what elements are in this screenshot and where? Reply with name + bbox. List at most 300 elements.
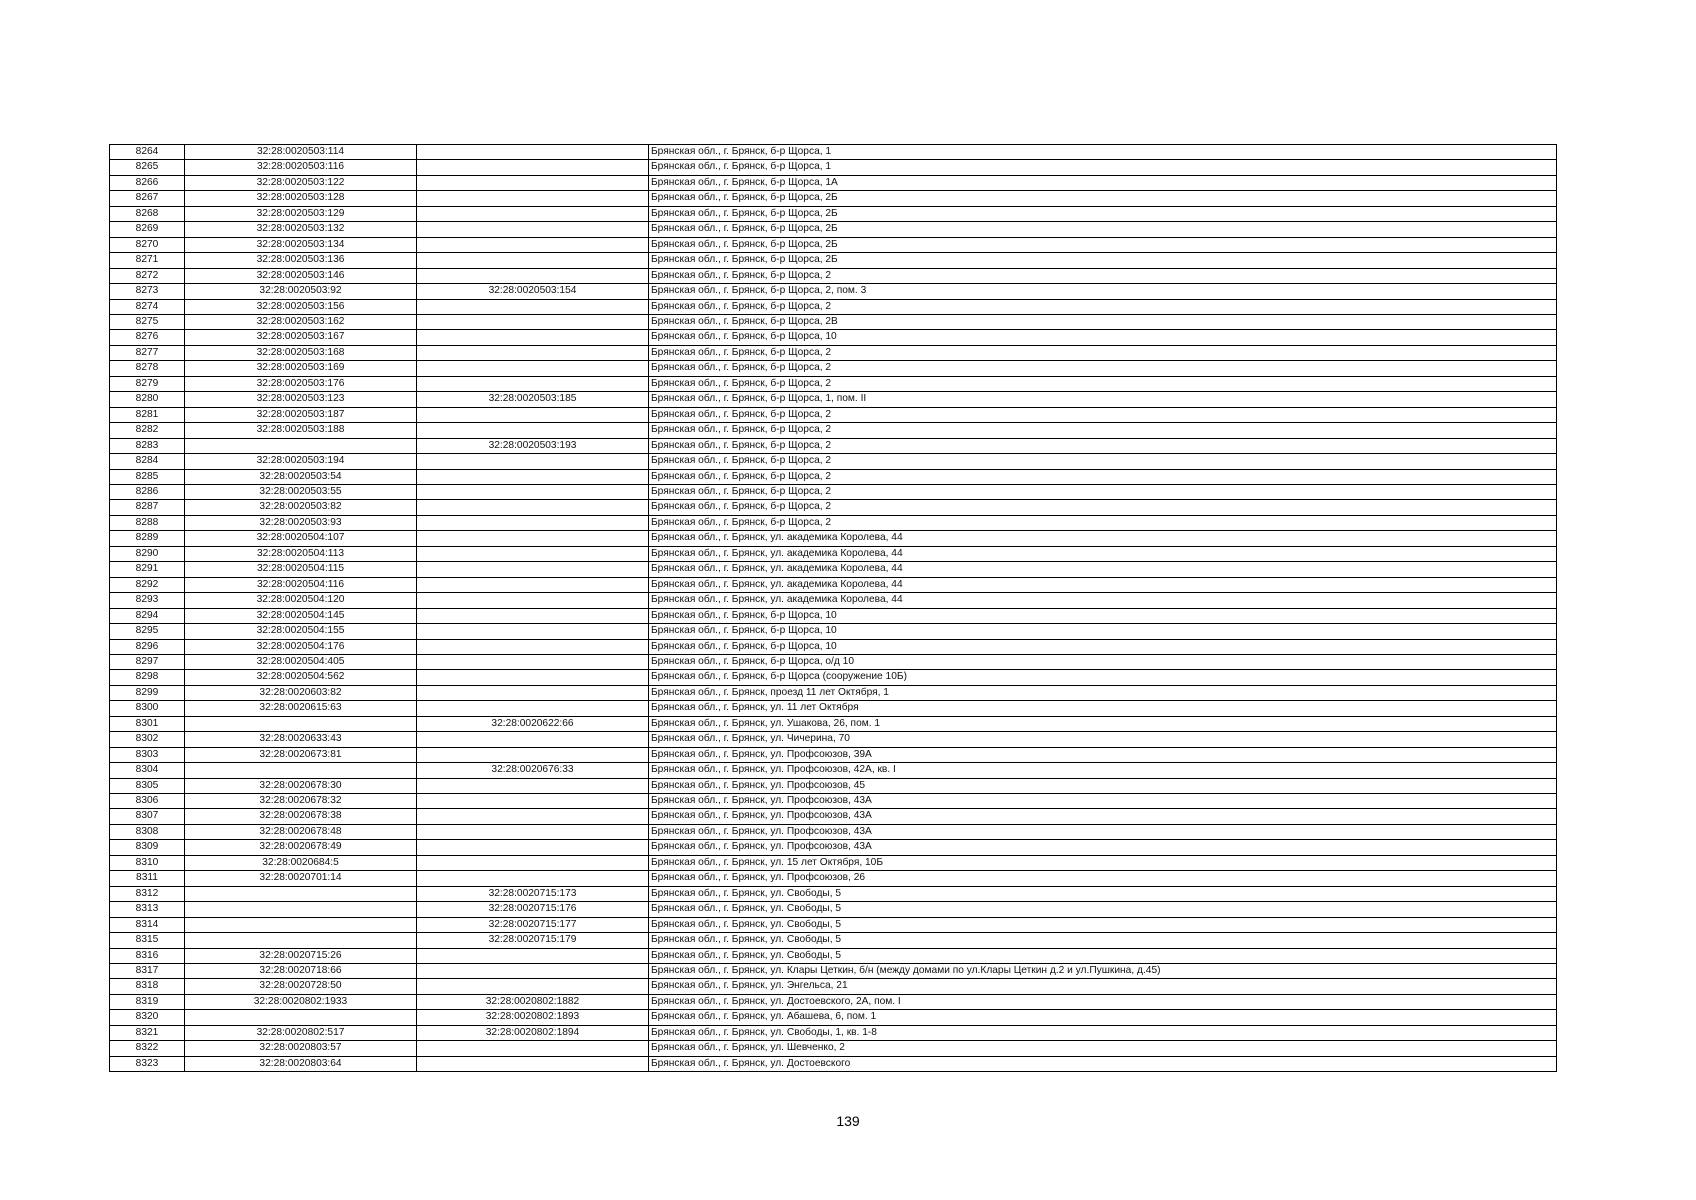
table-row [110,438,1557,453]
table-row [110,222,1557,237]
address-cell: Брянская обл., г. Брянск, б-р Щорса (сооружение 10Б) [649,670,1557,685]
cadastral-number-cell: 32:28:0020504:405 [185,654,417,669]
cadastral-number-cell: 32:28:0020633:43 [185,732,417,747]
address-cell: Брянская обл., г. Брянск, ул. Клары Цеткин, б/н (между домами по ул.Клары Цеткин д.2 и ул.Пушкина, д.45) [649,964,1557,979]
cadastral-number-cell: 32:28:0020503:176 [185,376,417,391]
parent-cadastral-number-cell [417,747,649,762]
parent-cadastral-number-cell [417,191,649,206]
parent-cadastral-number-cell [417,794,649,809]
row-number-cell: 8300 [110,701,185,716]
cadastral-number-cell: 32:28:0020803:57 [185,1041,417,1056]
table-row [110,716,1557,731]
address-cell: Брянская обл., г. Брянск, б-р Щорса, 1, пом. II [649,392,1557,407]
row-number-cell: 8292 [110,577,185,592]
address-cell: Брянская обл., г. Брянск, б-р Щорса, 2 [649,454,1557,469]
row-number-cell: 8284 [110,454,185,469]
cadastral-number-cell: 32:28:0020503:146 [185,268,417,283]
registry-sheet [109,144,1556,1072]
cadastral-number-cell: 32:28:0020503:114 [185,145,417,160]
row-number-cell: 8302 [110,732,185,747]
table-row [110,253,1557,268]
address-cell: Брянская обл., г. Брянск, б-р Щорса, 2Б [649,191,1557,206]
address-cell: Брянская обл., г. Брянск, ул. Свободы, 5 [649,886,1557,901]
table-row [110,1056,1557,1071]
cadastral-number-cell: 32:28:0020504:113 [185,546,417,561]
cadastral-number-cell: 32:28:0020504:155 [185,624,417,639]
table-row [110,191,1557,206]
row-number-cell: 8303 [110,747,185,762]
table-row [110,145,1557,160]
parent-cadastral-number-cell: 32:28:0020802:1893 [417,1010,649,1025]
table-row [110,175,1557,190]
table-row [110,376,1557,391]
address-cell: Брянская обл., г. Брянск, б-р Щорса, 2 [649,268,1557,283]
row-number-cell: 8314 [110,917,185,932]
cadastral-number-cell: 32:28:0020503:134 [185,237,417,252]
row-number-cell: 8273 [110,284,185,299]
address-cell: Брянская обл., г. Брянск, ул. академика Королева, 44 [649,546,1557,561]
address-cell: Брянская обл., г. Брянск, ул. Свободы, 1, кв. 1-8 [649,1025,1557,1040]
row-number-cell: 8265 [110,160,185,175]
table-row [110,639,1557,654]
parent-cadastral-number-cell: 32:28:0020622:66 [417,716,649,731]
table-row [110,562,1557,577]
address-cell: Брянская обл., г. Брянск, ул. Профсоюзов, 43А [649,824,1557,839]
row-number-cell: 8309 [110,840,185,855]
cadastral-number-cell: 32:28:0020503:129 [185,206,417,221]
table-row [110,608,1557,623]
parent-cadastral-number-cell [417,145,649,160]
row-number-cell: 8285 [110,469,185,484]
cadastral-number-cell: 32:28:0020701:14 [185,871,417,886]
parent-cadastral-number-cell [417,407,649,422]
address-cell: Брянская обл., г. Брянск, б-р Щорса, 2Б [649,206,1557,221]
address-cell: Брянская обл., г. Брянск, ул. Энгельса, 21 [649,979,1557,994]
address-cell: Брянская обл., г. Брянск, ул. академика Королева, 44 [649,577,1557,592]
row-number-cell: 8280 [110,392,185,407]
address-cell: Брянская обл., г. Брянск, б-р Щорса, 2 [649,484,1557,499]
row-number-cell: 8272 [110,268,185,283]
table-row [110,237,1557,252]
cadastral-number-cell: 32:28:0020678:30 [185,778,417,793]
address-cell: Брянская обл., г. Брянск, ул. Профсоюзов, 42А, кв. I [649,763,1557,778]
table-row [110,160,1557,175]
parent-cadastral-number-cell [417,624,649,639]
parent-cadastral-number-cell: 32:28:0020503:154 [417,284,649,299]
address-cell: Брянская обл., г. Брянск, ул. Свободы, 5 [649,902,1557,917]
table-row [110,964,1557,979]
cadastral-number-cell: 32:28:0020504:116 [185,577,417,592]
table-row [110,994,1557,1009]
parent-cadastral-number-cell: 32:28:0020503:193 [417,438,649,453]
parent-cadastral-number-cell [417,423,649,438]
parent-cadastral-number-cell [417,964,649,979]
cadastral-number-cell: 32:28:0020715:26 [185,948,417,963]
parent-cadastral-number-cell [417,500,649,515]
parent-cadastral-number-cell [417,871,649,886]
table-row [110,809,1557,824]
row-number-cell: 8269 [110,222,185,237]
address-cell: Брянская обл., г. Брянск, б-р Щорса, 2 [649,438,1557,453]
row-number-cell: 8290 [110,546,185,561]
row-number-cell: 8277 [110,345,185,360]
parent-cadastral-number-cell [417,654,649,669]
row-number-cell: 8311 [110,871,185,886]
parent-cadastral-number-cell [417,1056,649,1071]
cadastral-number-cell: 32:28:0020504:562 [185,670,417,685]
cadastral-number-cell: 32:28:0020802:517 [185,1025,417,1040]
table-row [110,917,1557,932]
cadastral-number-cell [185,716,417,731]
table-row [110,685,1557,700]
table-row [110,794,1557,809]
cadastral-number-cell: 32:28:0020503:136 [185,253,417,268]
table-row [110,330,1557,345]
address-cell: Брянская обл., г. Брянск, б-р Щорса, 2Б [649,237,1557,252]
table-row [110,299,1557,314]
row-number-cell: 8304 [110,763,185,778]
cadastral-number-cell [185,438,417,453]
row-number-cell: 8293 [110,593,185,608]
address-cell: Брянская обл., г. Брянск, б-р Щорса, 2В [649,314,1557,329]
cadastral-number-cell: 32:28:0020503:194 [185,454,417,469]
cadastral-number-cell [185,933,417,948]
address-cell: Брянская обл., г. Брянск, б-р Щорса, 2 [649,299,1557,314]
row-number-cell: 8296 [110,639,185,654]
parent-cadastral-number-cell [417,855,649,870]
table-row [110,654,1557,669]
address-cell: Брянская обл., г. Брянск, б-р Щорса, 10 [649,330,1557,345]
parent-cadastral-number-cell [417,639,649,654]
parent-cadastral-number-cell [417,330,649,345]
table-row [110,577,1557,592]
parent-cadastral-number-cell: 32:28:0020715:179 [417,933,649,948]
table-row [110,593,1557,608]
row-number-cell: 8307 [110,809,185,824]
table-row [110,392,1557,407]
table-row [110,469,1557,484]
cadastral-number-cell: 32:28:0020503:187 [185,407,417,422]
row-number-cell: 8267 [110,191,185,206]
table-row [110,361,1557,376]
row-number-cell: 8291 [110,562,185,577]
cadastral-number-cell: 32:28:0020503:132 [185,222,417,237]
table-row [110,1025,1557,1040]
address-cell: Брянская обл., г. Брянск, б-р Щорса, 2 [649,469,1557,484]
cadastral-number-cell: 32:28:0020503:55 [185,484,417,499]
address-cell: Брянская обл., г. Брянск, б-р Щорса, 1 [649,160,1557,175]
row-number-cell: 8289 [110,531,185,546]
cadastral-number-cell: 32:28:0020504:115 [185,562,417,577]
cadastral-number-cell: 32:28:0020678:49 [185,840,417,855]
cadastral-number-cell: 32:28:0020684:5 [185,855,417,870]
table-row [110,484,1557,499]
row-number-cell: 8264 [110,145,185,160]
row-number-cell: 8297 [110,654,185,669]
address-cell: Брянская обл., г. Брянск, б-р Щорса, 10 [649,624,1557,639]
address-cell: Брянская обл., г. Брянск, б-р Щорса, 1А [649,175,1557,190]
parent-cadastral-number-cell [417,562,649,577]
address-cell: Брянская обл., г. Брянск, б-р Щорса, о/д 10 [649,654,1557,669]
cadastral-number-cell: 32:28:0020504:120 [185,593,417,608]
parent-cadastral-number-cell [417,546,649,561]
table-row [110,902,1557,917]
row-number-cell: 8274 [110,299,185,314]
cadastral-number-cell: 32:28:0020802:1933 [185,994,417,1009]
row-number-cell: 8322 [110,1041,185,1056]
parent-cadastral-number-cell: 32:28:0020715:176 [417,902,649,917]
address-cell: Брянская обл., г. Брянск, б-р Щорса, 10 [649,608,1557,623]
row-number-cell: 8279 [110,376,185,391]
cadastral-number-cell: 32:28:0020503:82 [185,500,417,515]
address-cell: Брянская обл., г. Брянск, ул. Абашева, 6, пом. 1 [649,1010,1557,1025]
cadastral-number-cell: 32:28:0020678:38 [185,809,417,824]
row-number-cell: 8318 [110,979,185,994]
parent-cadastral-number-cell [417,299,649,314]
row-number-cell: 8298 [110,670,185,685]
row-number-cell: 8315 [110,933,185,948]
parent-cadastral-number-cell [417,979,649,994]
cadastral-number-cell: 32:28:0020803:64 [185,1056,417,1071]
address-cell: Брянская обл., г. Брянск, ул. академика Королева, 44 [649,562,1557,577]
address-cell: Брянская обл., г. Брянск, ул. 15 лет Октября, 10Б [649,855,1557,870]
address-cell: Брянская обл., г. Брянск, ул. Шевченко, 2 [649,1041,1557,1056]
table-row [110,531,1557,546]
parent-cadastral-number-cell [417,840,649,855]
parent-cadastral-number-cell: 32:28:0020715:177 [417,917,649,932]
address-cell: Брянская обл., г. Брянск, б-р Щорса, 2Б [649,253,1557,268]
table-row [110,1041,1557,1056]
row-number-cell: 8295 [110,624,185,639]
table-row [110,886,1557,901]
address-cell: Брянская обл., г. Брянск, ул. Достоевского, 2А, пом. I [649,994,1557,1009]
parent-cadastral-number-cell [417,1041,649,1056]
cadastral-number-cell: 32:28:0020603:82 [185,685,417,700]
parent-cadastral-number-cell: 32:28:0020503:185 [417,392,649,407]
table-row [110,454,1557,469]
address-cell: Брянская обл., г. Брянск, ул. 11 лет Октября [649,701,1557,716]
row-number-cell: 8319 [110,994,185,1009]
table-row [110,500,1557,515]
row-number-cell: 8313 [110,902,185,917]
table-row [110,423,1557,438]
table-row [110,933,1557,948]
row-number-cell: 8266 [110,175,185,190]
row-number-cell: 8268 [110,206,185,221]
row-number-cell: 8321 [110,1025,185,1040]
row-number-cell: 8288 [110,515,185,530]
parent-cadastral-number-cell [417,206,649,221]
table-row [110,824,1557,839]
address-cell: Брянская обл., г. Брянск, проезд 11 лет Октября, 1 [649,685,1557,700]
parent-cadastral-number-cell [417,361,649,376]
cadastral-number-cell [185,763,417,778]
row-number-cell: 8308 [110,824,185,839]
row-number-cell: 8275 [110,314,185,329]
address-cell: Брянская обл., г. Брянск, ул. академика Королева, 44 [649,531,1557,546]
row-number-cell: 8270 [110,237,185,252]
row-number-cell: 8312 [110,886,185,901]
parent-cadastral-number-cell [417,345,649,360]
parent-cadastral-number-cell [417,484,649,499]
table-row [110,979,1557,994]
parent-cadastral-number-cell [417,732,649,747]
address-cell: Брянская обл., г. Брянск, б-р Щорса, 10 [649,639,1557,654]
row-number-cell: 8305 [110,778,185,793]
parent-cadastral-number-cell [417,577,649,592]
address-cell: Брянская обл., г. Брянск, б-р Щорса, 2 [649,500,1557,515]
address-cell: Брянская обл., г. Брянск, ул. академика Королева, 44 [649,593,1557,608]
address-cell: Брянская обл., г. Брянск, ул. Профсоюзов, 39А [649,747,1557,762]
table-row [110,855,1557,870]
row-number-cell: 8287 [110,500,185,515]
cadastral-number-cell [185,917,417,932]
parent-cadastral-number-cell [417,469,649,484]
cadastral-number-cell [185,1010,417,1025]
parent-cadastral-number-cell [417,608,649,623]
row-number-cell: 8282 [110,423,185,438]
cadastral-number-cell [185,902,417,917]
address-cell: Брянская обл., г. Брянск, ул. Достоевского [649,1056,1557,1071]
row-number-cell: 8278 [110,361,185,376]
page-number: 139 [836,1113,860,1129]
parent-cadastral-number-cell [417,237,649,252]
table-row [110,948,1557,963]
parent-cadastral-number-cell [417,175,649,190]
address-cell: Брянская обл., г. Брянск, ул. Профсоюзов, 43А [649,794,1557,809]
table-row [110,345,1557,360]
row-number-cell: 8294 [110,608,185,623]
table-row [110,284,1557,299]
property-registry-table [109,144,1557,1072]
cadastral-number-cell: 32:28:0020678:32 [185,794,417,809]
cadastral-number-cell [185,886,417,901]
row-number-cell: 8299 [110,685,185,700]
address-cell: Брянская обл., г. Брянск, ул. Свободы, 5 [649,948,1557,963]
address-cell: Брянская обл., г. Брянск, б-р Щорса, 2 [649,376,1557,391]
parent-cadastral-number-cell [417,376,649,391]
address-cell: Брянская обл., г. Брянск, б-р Щорса, 2 [649,407,1557,422]
address-cell: Брянская обл., г. Брянск, ул. Профсоюзов, 45 [649,778,1557,793]
table-row [110,624,1557,639]
table-row [110,701,1557,716]
row-number-cell: 8276 [110,330,185,345]
table-row [110,546,1557,561]
table-row [110,407,1557,422]
row-number-cell: 8320 [110,1010,185,1025]
address-cell: Брянская обл., г. Брянск, б-р Щорса, 2 [649,361,1557,376]
address-cell: Брянская обл., г. Брянск, б-р Щорса, 2 [649,515,1557,530]
cadastral-number-cell: 32:28:0020503:156 [185,299,417,314]
table-row [110,747,1557,762]
parent-cadastral-number-cell [417,160,649,175]
cadastral-number-cell: 32:28:0020503:128 [185,191,417,206]
address-cell: Брянская обл., г. Брянск, б-р Щорса, 1 [649,145,1557,160]
cadastral-number-cell: 32:28:0020503:169 [185,361,417,376]
parent-cadastral-number-cell [417,948,649,963]
cadastral-number-cell: 32:28:0020503:188 [185,423,417,438]
cadastral-number-cell: 32:28:0020678:48 [185,824,417,839]
registry-body [110,145,1557,1072]
table-row [110,314,1557,329]
cadastral-number-cell: 32:28:0020504:145 [185,608,417,623]
row-number-cell: 8310 [110,855,185,870]
parent-cadastral-number-cell [417,314,649,329]
address-cell: Брянская обл., г. Брянск, ул. Чичерина, 70 [649,732,1557,747]
table-row [110,515,1557,530]
row-number-cell: 8301 [110,716,185,731]
parent-cadastral-number-cell [417,701,649,716]
cadastral-number-cell: 32:28:0020503:92 [185,284,417,299]
parent-cadastral-number-cell [417,670,649,685]
cadastral-number-cell: 32:28:0020615:63 [185,701,417,716]
parent-cadastral-number-cell [417,268,649,283]
parent-cadastral-number-cell: 32:28:0020676:33 [417,763,649,778]
parent-cadastral-number-cell [417,778,649,793]
table-row [110,1010,1557,1025]
parent-cadastral-number-cell [417,809,649,824]
cadastral-number-cell: 32:28:0020503:123 [185,392,417,407]
parent-cadastral-number-cell [417,685,649,700]
table-row [110,840,1557,855]
address-cell: Брянская обл., г. Брянск, б-р Щорса, 2Б [649,222,1557,237]
address-cell: Брянская обл., г. Брянск, ул. Свободы, 5 [649,933,1557,948]
address-cell: Брянская обл., г. Брянск, ул. Профсоюзов, 43А [649,840,1557,855]
cadastral-number-cell: 32:28:0020503:168 [185,345,417,360]
table-row [110,871,1557,886]
cadastral-number-cell: 32:28:0020718:66 [185,964,417,979]
row-number-cell: 8281 [110,407,185,422]
address-cell: Брянская обл., г. Брянск, б-р Щорса, 2, пом. 3 [649,284,1557,299]
table-row [110,206,1557,221]
cadastral-number-cell: 32:28:0020503:116 [185,160,417,175]
row-number-cell: 8286 [110,484,185,499]
parent-cadastral-number-cell [417,454,649,469]
table-row [110,268,1557,283]
parent-cadastral-number-cell [417,824,649,839]
address-cell: Брянская обл., г. Брянск, ул. Профсоюзов, 43А [649,809,1557,824]
parent-cadastral-number-cell [417,531,649,546]
table-row [110,670,1557,685]
table-row [110,778,1557,793]
parent-cadastral-number-cell [417,515,649,530]
cadastral-number-cell: 32:28:0020504:176 [185,639,417,654]
parent-cadastral-number-cell: 32:28:0020715:173 [417,886,649,901]
address-cell: Брянская обл., г. Брянск, б-р Щорса, 2 [649,423,1557,438]
cadastral-number-cell: 32:28:0020503:122 [185,175,417,190]
address-cell: Брянская обл., г. Брянск, ул. Свободы, 5 [649,917,1557,932]
row-number-cell: 8283 [110,438,185,453]
parent-cadastral-number-cell [417,222,649,237]
parent-cadastral-number-cell: 32:28:0020802:1894 [417,1025,649,1040]
cadastral-number-cell: 32:28:0020503:167 [185,330,417,345]
cadastral-number-cell: 32:28:0020503:162 [185,314,417,329]
row-number-cell: 8316 [110,948,185,963]
cadastral-number-cell: 32:28:0020728:50 [185,979,417,994]
address-cell: Брянская обл., г. Брянск, ул. Ушакова, 26, пом. 1 [649,716,1557,731]
address-cell: Брянская обл., г. Брянск, ул. Профсоюзов, 26 [649,871,1557,886]
table-row [110,732,1557,747]
row-number-cell: 8323 [110,1056,185,1071]
cadastral-number-cell: 32:28:0020503:54 [185,469,417,484]
cadastral-number-cell: 32:28:0020504:107 [185,531,417,546]
table-row [110,763,1557,778]
parent-cadastral-number-cell: 32:28:0020802:1882 [417,994,649,1009]
row-number-cell: 8271 [110,253,185,268]
row-number-cell: 8317 [110,964,185,979]
parent-cadastral-number-cell [417,593,649,608]
parent-cadastral-number-cell [417,253,649,268]
